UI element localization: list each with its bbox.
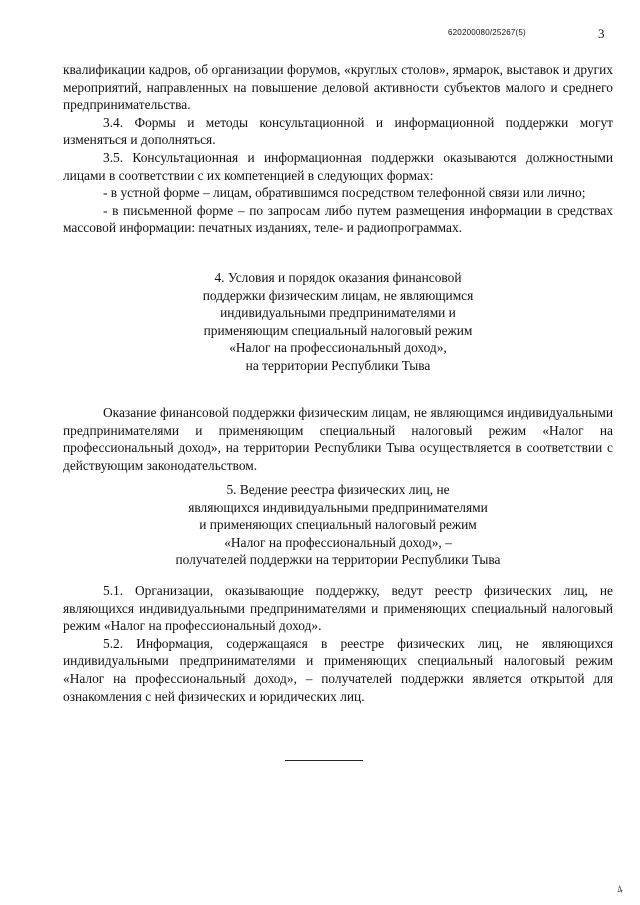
paragraph-4: Оказание финансовой поддержки физическим лицам, не являющимся индивидуальными предпринимателями и применяющим специальный налоговый режим «Налог на профессиональный доход», на территории Республики Тыва осуществляется в соответствии с действующим законодательством. (63, 405, 613, 473)
page-number: 3 (598, 26, 605, 41)
paragraph: квалификации кадров, об организации форумов, «круглых столов», ярмарок, выставок и других мероприятий, направленных на повышение деловой активности субъектов малого и среднего предпринимательства. (63, 62, 613, 113)
section-4-body (63, 404, 613, 474)
paragraph-written-form: - в письменной форме – по запросам либо путем размещения информации в средствах массовой информации: печатных изданиях, теле- и радиопрограммах. (63, 202, 613, 236)
heading-line: применяющим специальный налоговый режим (203, 322, 473, 338)
document-code: 620200080/25267(5) (448, 28, 526, 37)
section-4-heading (63, 269, 613, 375)
handwritten-mark: 4 (615, 883, 625, 897)
paragraph-3-5: 3.5. Консультационная и информационная поддержки оказываются должностными лицами в соответствии с их компетенцией в следующих формах: (63, 149, 613, 183)
heading-line: 4. Условия и порядок оказания финансовой (214, 270, 462, 285)
paragraph-5-1: 5.1. Организации, оказывающие поддержку, ведут реестр физических лиц, не являющихся индивидуальными предпринимателями и применяющих специальный налоговый режим «Налог на профессиональный доход». (63, 583, 613, 634)
heading-line: индивидуальными предпринимателями и (220, 305, 456, 321)
heading-line: получателей поддержки на территории Республики Тыва (175, 552, 501, 568)
closing-divider (285, 760, 363, 761)
heading-line: «Налог на профессиональный доход», (229, 340, 447, 356)
section-3-continuation (63, 61, 613, 237)
paragraph-3-4: 3.4. Формы и методы консультационной и информационной поддержки могут изменяться и дополняться. (63, 114, 613, 148)
paragraph-oral-form: - в устной форме – лицам, обратившимся посредством телефонной связи или лично; (103, 185, 586, 201)
heading-line: и применяющих специальный налоговый режим (199, 517, 477, 533)
heading-line: поддержки физическим лицам, не являющимся (202, 287, 474, 303)
section-5-body (63, 582, 613, 705)
heading-line: на территории Республики Тыва (245, 357, 431, 373)
heading-line: «Налог на профессиональный доход», – (224, 534, 452, 550)
heading-line: являющихся индивидуальными предпринимателями (188, 499, 488, 515)
section-5-heading (63, 481, 613, 569)
heading-line: 5. Ведение реестра физических лиц, не (226, 482, 450, 497)
paragraph-5-2: 5.2. Информация, содержащаяся в реестре физических лиц, не являющихся индивидуальными предпринимателями и применяющих специальный налоговый режим «Налог на профессиональный доход», – получателей поддержки является открытой для ознакомления с ней физических и юридических лиц. (63, 635, 613, 704)
